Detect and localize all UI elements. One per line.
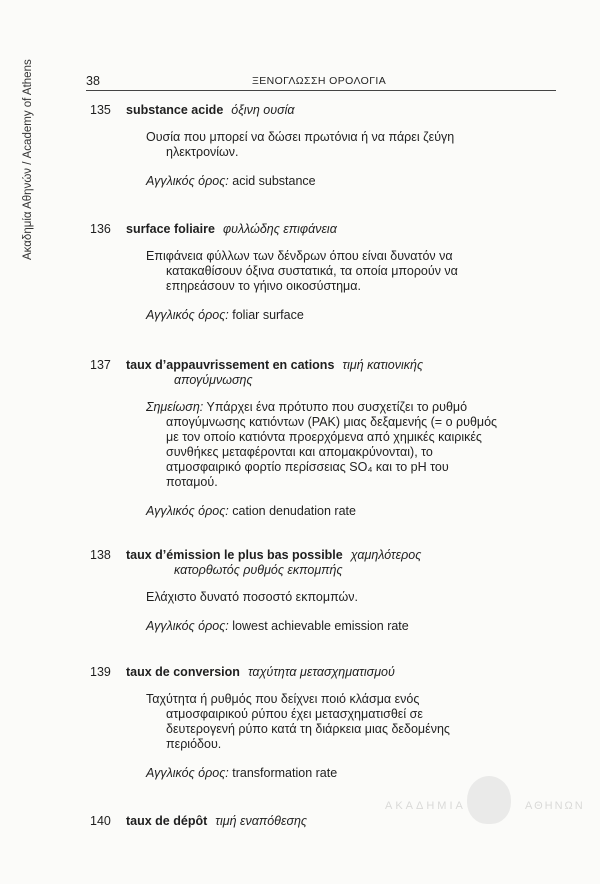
definition-line: περιόδου.	[166, 737, 222, 751]
entry-138	[90, 548, 550, 634]
english-value: foliar surface	[232, 308, 304, 322]
french-term: surface foliaire	[126, 222, 215, 236]
entry-137	[90, 358, 550, 519]
greek-term: όξινη ουσία	[231, 103, 295, 117]
french-term: taux d’appauvrissement en cations	[126, 358, 335, 372]
definition-line: Ταχύτητα ή ρυθμός που δείχνει ποιό κλάσμα ενός	[146, 692, 420, 706]
english-term	[146, 619, 550, 634]
entry-number: 138	[90, 548, 111, 562]
english-value: cation denudation rate	[232, 504, 356, 518]
greek-term: ταχύτητα μετασχηματισμού	[247, 665, 395, 679]
definition-text: Υπάρχει ένα πρότυπο που συσχετίζει το ρυθμό	[206, 400, 468, 414]
definition	[146, 249, 550, 294]
definition-line: Επιφάνεια φύλλων των δένδρων όπου είναι δυνατόν να	[146, 249, 453, 263]
side-label: Ακαδημία Αθηνών / Academy of Athens	[22, 59, 34, 261]
greek-term: τιμή κατιονικής	[342, 358, 424, 372]
english-label: Αγγλικός όρος:	[146, 766, 229, 780]
athena-head-icon	[467, 776, 511, 824]
french-term: taux de dépôt	[126, 814, 208, 828]
english-label: Αγγλικός όρος:	[146, 619, 229, 633]
definition-line: ατμοσφαιρικό φορτίο περίσσειας SO₄ και το pH του	[166, 460, 449, 474]
entry-136	[90, 222, 550, 323]
definition-line: με τον οποίο κατιόντα προερχόμενα από χημικές καιρικές	[166, 430, 482, 444]
entry-number: 135	[90, 103, 111, 117]
english-label: Αγγλικός όρος:	[146, 308, 229, 322]
page-number: 38	[86, 74, 100, 88]
greek-term-continued: κατορθωτός ρυθμός εκπομπής	[174, 563, 343, 577]
entry-head	[90, 665, 550, 680]
entry-139	[90, 665, 550, 781]
entry-number: 137	[90, 358, 111, 372]
page-header	[86, 74, 556, 91]
english-value: transformation rate	[232, 766, 338, 780]
definition-line: απογύμνωσης κατιόντων (ΡΑΚ) μιας δεξαμενής (= ο ρυθμός	[166, 415, 498, 429]
definition	[146, 590, 550, 605]
english-term	[146, 174, 550, 189]
watermark-text-left: ΑΚΑΔΗΜΙΑ	[385, 800, 466, 812]
definition-line: κατακαθίσουν όξινα συστατικά, τα οποία μπορούν να	[166, 264, 458, 278]
english-term	[146, 308, 550, 323]
watermark-text-right: ΑΘΗΝΩΝ	[525, 800, 585, 812]
definition-line: Ελάχιστο δυνατό ποσοστό εκπομπών.	[146, 590, 358, 604]
definition-line: ποταμού.	[166, 475, 218, 489]
definition-line: Ουσία που μπορεί να δώσει πρωτόνια ή να πάρει ζεύγη	[146, 130, 455, 144]
definition	[146, 692, 550, 752]
entry-head	[90, 222, 550, 237]
entry-number: 140	[90, 814, 111, 828]
entry-head	[90, 103, 550, 118]
definition-line: δευτερογενή ρύπο κατά τη διάρκεια μιας δεδομένης	[166, 722, 450, 736]
french-term: taux de conversion	[126, 665, 240, 679]
english-term	[146, 504, 550, 519]
greek-term: φυλλώδης επιφάνεια	[222, 222, 337, 236]
note-label: Σημείωση:	[146, 400, 204, 414]
definition-line: ηλεκτρονίων.	[166, 145, 239, 159]
running-title: ΞΕΝΟΓΛΩΣΣΗ ΟΡΟΛΟΓΙΑ	[252, 75, 387, 87]
definition	[146, 130, 550, 160]
english-label: Αγγλικός όρος:	[146, 504, 229, 518]
french-term: substance acide	[126, 103, 224, 117]
academy-watermark	[385, 770, 585, 830]
entry-number: 139	[90, 665, 111, 679]
english-label: Αγγλικός όρος:	[146, 174, 229, 188]
entry-number: 136	[90, 222, 111, 236]
entry-head	[90, 358, 550, 373]
definition-line: ατμοσφαιρικού ρύπου έχει μετασχηματισθεί σε	[166, 707, 423, 721]
french-term: taux d’émission le plus bas possible	[126, 548, 343, 562]
definition-line	[146, 400, 550, 415]
greek-term: τιμή εναπόθεσης	[215, 814, 308, 828]
english-value: acid substance	[232, 174, 316, 188]
greek-term: χαμηλότερος	[350, 548, 422, 562]
entry-head	[90, 548, 550, 563]
english-value: lowest achievable emission rate	[232, 619, 409, 633]
greek-term-continued: απογύμνωσης	[174, 373, 253, 387]
entry-135	[90, 103, 550, 189]
definition	[146, 400, 550, 490]
definition-line: συνθήκες μεταφέρονται και απομακρύνονται), το	[166, 445, 433, 459]
definition-line: επηρεάσουν το γήινο οικοσύστημα.	[166, 279, 361, 293]
